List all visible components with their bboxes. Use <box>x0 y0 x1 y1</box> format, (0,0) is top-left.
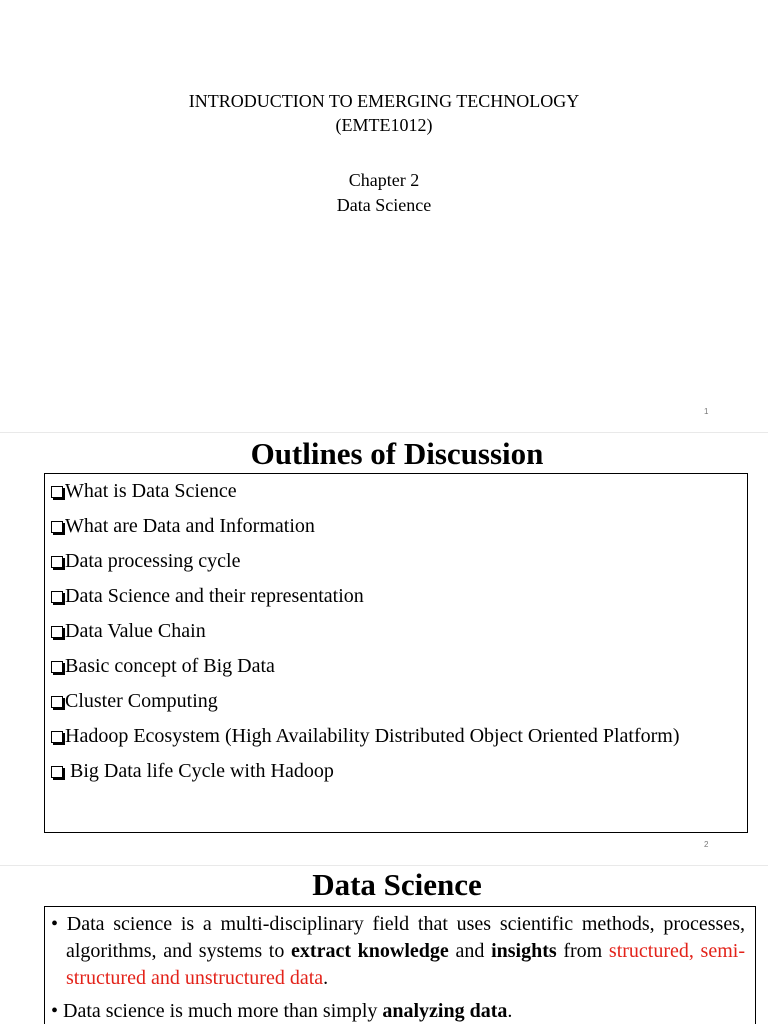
slide-1-title-block <box>0 89 768 137</box>
slide-3-heading: Data Science <box>312 867 482 902</box>
data-science-content <box>44 906 756 1024</box>
checkbox-bullet-icon <box>51 556 63 568</box>
course-title: INTRODUCTION TO EMERGING TECHNOLOGY <box>188 91 580 111</box>
list-item: Data Science and their representation <box>51 583 743 610</box>
list-item: Big Data life Cycle with Hadoop <box>51 758 743 785</box>
list-item: • Data science is a multi-disciplinary field that uses scientific methods, processes, algorithms, and systems to extract knowledge and insights from structured, semi-structured and unstructured data. <box>51 913 745 989</box>
checkbox-bullet-icon <box>51 486 63 498</box>
course-code: (EMTE1012) <box>335 115 433 135</box>
checkbox-bullet-icon <box>51 766 63 778</box>
bullet-icon: • <box>51 1000 59 1022</box>
slide-3 <box>0 866 768 1024</box>
chapter-label: Chapter 2 <box>348 170 420 190</box>
checkbox-bullet-icon <box>51 591 63 603</box>
list-item: Data processing cycle <box>51 548 743 575</box>
bullet-icon: • <box>51 913 59 935</box>
slide-2-heading: Outlines of Discussion <box>250 436 544 471</box>
list-item: Cluster Computing <box>51 688 743 715</box>
checkbox-bullet-icon <box>51 626 63 638</box>
slide-1 <box>0 0 768 432</box>
list-item: Data Value Chain <box>51 618 743 645</box>
list-item: Basic concept of Big Data <box>51 653 743 680</box>
slide-2-page-number: 2 <box>704 840 709 849</box>
outline-list <box>44 473 748 833</box>
list-item: What are Data and Information <box>51 513 743 540</box>
checkbox-bullet-icon <box>51 661 63 673</box>
checkbox-bullet-icon <box>51 731 63 743</box>
checkbox-bullet-icon <box>51 521 63 533</box>
slide-1-page-number: 1 <box>704 407 709 416</box>
list-item: Hadoop Ecosystem (High Availability Distributed Object Oriented Platform) <box>51 723 743 750</box>
highlighted-text: structured, semi-structured and unstructured data <box>66 940 745 989</box>
slide-1-chapter-block <box>0 168 768 218</box>
slide-2 <box>0 433 768 865</box>
list-item: What is Data Science <box>51 478 743 505</box>
chapter-title: Data Science <box>336 195 432 215</box>
list-item: • Data science is much more than simply analyzing data. <box>51 1000 513 1022</box>
checkbox-bullet-icon <box>51 696 63 708</box>
